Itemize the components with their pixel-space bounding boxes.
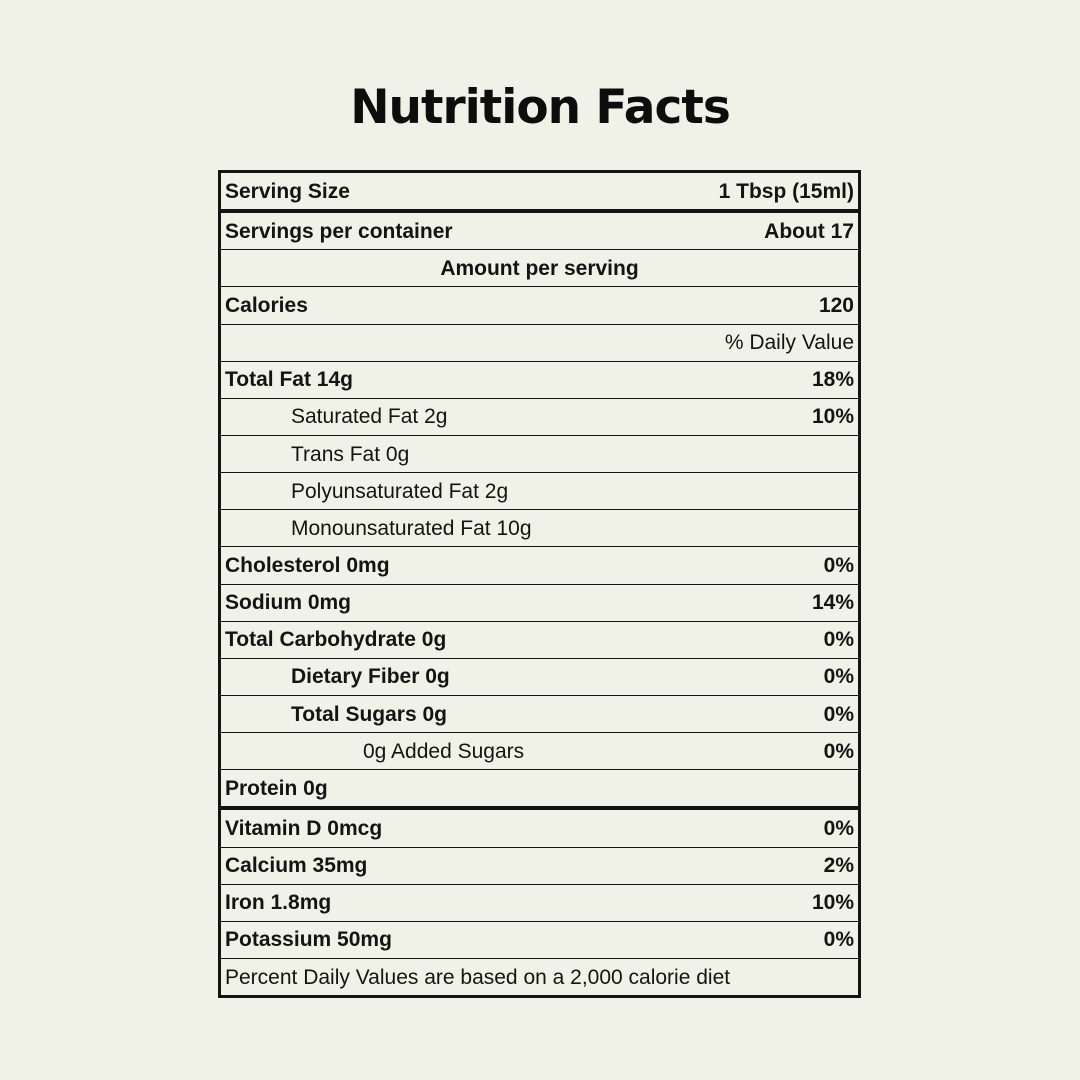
nutrition-row-polyunsaturated-fat bbox=[221, 473, 858, 510]
nutrition-row-amount-per-serving bbox=[221, 250, 858, 287]
nutrition-row-vitamin-d bbox=[221, 810, 858, 847]
nutrition-row-sodium bbox=[221, 585, 858, 622]
nutrient-name: Protein 0g bbox=[225, 776, 328, 800]
nutrient-value: 0% bbox=[823, 816, 854, 840]
nutrition-row-total-fat bbox=[221, 362, 858, 399]
nutrient-value: 1 Tbsp (15ml) bbox=[718, 179, 854, 203]
nutrient-name: Calcium 35mg bbox=[225, 854, 368, 878]
nutrition-row-calcium bbox=[221, 848, 858, 885]
nutrition-row-saturated-fat bbox=[221, 399, 858, 436]
nutrient-name: Potassium 50mg bbox=[225, 928, 392, 952]
nutrient-value: About 17 bbox=[764, 219, 854, 243]
nutrition-row-footnote bbox=[221, 959, 858, 995]
nutrition-row-daily-value-header bbox=[221, 325, 858, 362]
nutrient-name: Dietary Fiber 0g bbox=[291, 665, 450, 689]
nutrient-name: Vitamin D 0mcg bbox=[225, 816, 383, 840]
nutrient-name: Polyunsaturated Fat 2g bbox=[291, 479, 509, 503]
nutrition-row-serving-size bbox=[221, 173, 858, 213]
nutrition-row-trans-fat bbox=[221, 436, 858, 473]
nutrient-value: 0% bbox=[823, 928, 854, 952]
nutrition-row-monounsaturated-fat bbox=[221, 510, 858, 547]
nutrient-value: 0% bbox=[823, 553, 854, 577]
nutrient-name: Cholesterol 0mg bbox=[225, 553, 390, 577]
nutrition-row-protein bbox=[221, 770, 858, 810]
nutrient-name: Saturated Fat 2g bbox=[291, 405, 448, 429]
nutrition-row-servings-per-container bbox=[221, 213, 858, 250]
nutrient-value: 0% bbox=[823, 739, 854, 763]
nutrient-name: Amount per serving bbox=[440, 256, 639, 280]
nutrient-value: 120 bbox=[818, 293, 854, 317]
nutrient-name: Sodium 0mg bbox=[225, 591, 352, 615]
nutrition-facts-label bbox=[218, 170, 861, 998]
nutrient-name: Total Sugars 0g bbox=[291, 702, 447, 726]
nutrient-value: 14% bbox=[811, 591, 854, 615]
nutrition-row-total-carbohydrate bbox=[221, 622, 858, 659]
nutrition-row-calories bbox=[221, 287, 858, 324]
nutrient-value: 10% bbox=[811, 891, 854, 915]
nutrient-value: 0% bbox=[823, 628, 854, 652]
nutrient-value: 2% bbox=[823, 854, 854, 878]
nutrient-name: Calories bbox=[225, 293, 308, 317]
nutrient-name: Total Fat 14g bbox=[225, 368, 353, 392]
nutrient-name: Monounsaturated Fat 10g bbox=[291, 516, 532, 540]
nutrient-value: 10% bbox=[811, 405, 854, 429]
page-title: Nutrition Facts bbox=[350, 80, 730, 135]
nutrient-value: 18% bbox=[811, 368, 854, 392]
nutrient-name: Servings per container bbox=[225, 219, 453, 243]
nutrition-row-cholesterol bbox=[221, 547, 858, 584]
nutrition-row-total-sugars bbox=[221, 696, 858, 733]
nutrient-name: Percent Daily Values are based on a 2,000 calorie diet bbox=[225, 965, 731, 989]
nutrient-value: 0% bbox=[823, 665, 854, 689]
nutrition-row-potassium bbox=[221, 922, 858, 959]
nutrient-name: 0g Added Sugars bbox=[363, 739, 525, 763]
nutrition-row-iron bbox=[221, 885, 858, 922]
nutrition-row-dietary-fiber bbox=[221, 659, 858, 696]
nutrient-name: Iron 1.8mg bbox=[225, 891, 332, 915]
nutrient-value: % Daily Value bbox=[724, 331, 854, 355]
nutrient-value: 0% bbox=[823, 702, 854, 726]
nutrient-name: Trans Fat 0g bbox=[291, 442, 410, 466]
nutrient-name: Total Carbohydrate 0g bbox=[225, 628, 447, 652]
nutrient-name: Serving Size bbox=[225, 179, 350, 203]
nutrition-row-added-sugars bbox=[221, 733, 858, 770]
